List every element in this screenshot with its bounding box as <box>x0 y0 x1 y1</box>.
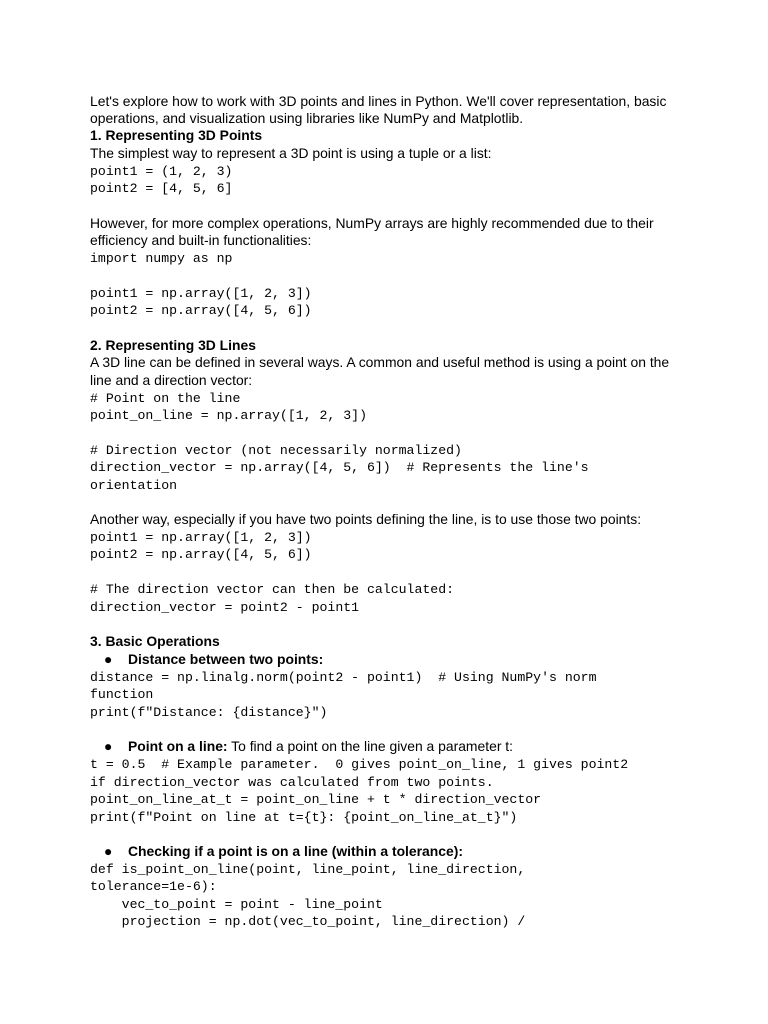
code-line: # Direction vector (not necessarily normalized) <box>90 443 462 458</box>
code-line: print(f"Distance: {distance}") <box>90 705 328 720</box>
bullet-label: Distance between two points: <box>128 651 324 667</box>
code-line: t = 0.5 # Example parameter. 0 gives point_on_line, 1 gives point2 <box>90 757 629 772</box>
code-line: point_on_line_at_t = point_on_line + t * direction_vector <box>90 792 542 807</box>
code-line: def is_point_on_line(point, line_point, line_direction, <box>90 862 526 877</box>
code-line: point2 = np.array([4, 5, 6]) <box>90 547 312 562</box>
code-line: projection = np.dot(vec_to_point, line_direction) / <box>90 914 526 929</box>
bullet-label: Point on a line: <box>128 738 228 754</box>
paragraph: Another way, especially if you have two points defining the line, is to use those two points: <box>90 511 642 527</box>
code-line: point2 = [4, 5, 6] <box>90 181 233 196</box>
code-line: # The direction vector can then be calculated: <box>90 582 455 597</box>
bullet-text: To find a point on the line given a parameter t: <box>227 738 514 754</box>
code-line: point_on_line = np.array([1, 2, 3]) <box>90 408 367 423</box>
code-line: direction_vector = point2 - point1 <box>90 600 360 615</box>
code-line: if direction_vector was calculated from two points. <box>90 775 494 790</box>
bullet-item <box>128 738 513 755</box>
code-line: print(f"Point on line at t={t}: {point_on_line_at_t}") <box>90 810 518 825</box>
intro-line-1: Let's explore how to work with 3D points and lines in Python. We'll cover representation, basic <box>90 93 667 109</box>
code-line: point2 = np.array([4, 5, 6]) <box>90 303 312 318</box>
code-line: function <box>90 687 154 702</box>
bullet-icon: ● <box>104 738 113 754</box>
code-line: tolerance=1e-6): <box>90 879 217 894</box>
intro-line-2: operations, and visualization using libraries like NumPy and Matplotlib. <box>90 110 524 126</box>
code-line: point1 = (1, 2, 3) <box>90 164 233 179</box>
code-line: # Point on the line <box>90 391 241 406</box>
paragraph: line and a direction vector: <box>90 372 253 388</box>
bullet-icon: ● <box>104 651 113 667</box>
code-line: direction_vector = np.array([4, 5, 6]) # Represents the line's <box>90 460 589 475</box>
paragraph: efficiency and built-in functionalities: <box>90 232 312 248</box>
section-3-heading: 3. Basic Operations <box>90 633 220 649</box>
section-1-heading: 1. Representing 3D Points <box>90 127 263 143</box>
paragraph: However, for more complex operations, NumPy arrays are highly recommended due to their <box>90 215 654 231</box>
code-line: point1 = np.array([1, 2, 3]) <box>90 530 312 545</box>
code-line: import numpy as np <box>90 251 233 266</box>
section-2-heading: 2. Representing 3D Lines <box>90 337 256 353</box>
bullet-label: Checking if a point is on a line (within a tolerance): <box>128 843 463 859</box>
code-line: point1 = np.array([1, 2, 3]) <box>90 286 312 301</box>
code-line: distance = np.linalg.norm(point2 - point1) # Using NumPy's norm <box>90 670 597 685</box>
paragraph: The simplest way to represent a 3D point is using a tuple or a list: <box>90 145 492 161</box>
bullet-icon: ● <box>104 843 113 859</box>
code-line: vec_to_point = point - line_point <box>90 897 383 912</box>
paragraph: A 3D line can be defined in several ways. A common and useful method is using a point on the <box>90 354 670 370</box>
code-line: orientation <box>90 478 178 493</box>
